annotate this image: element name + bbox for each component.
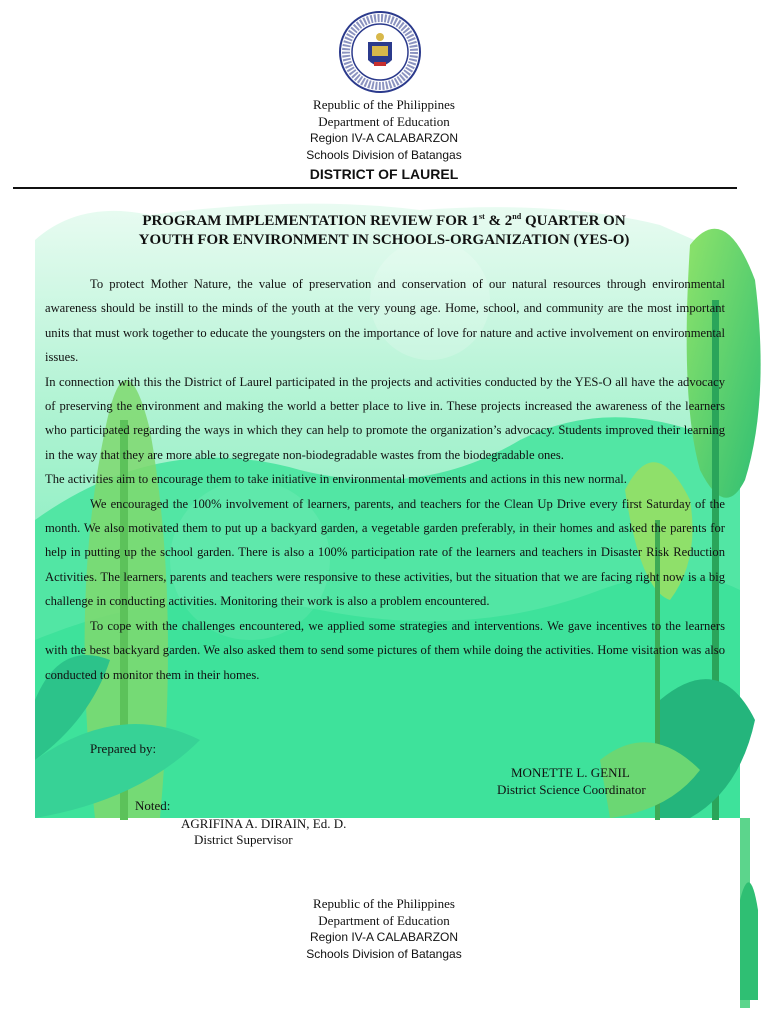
header-republic: Republic of the Philippines: [313, 97, 455, 112]
noter-title: District Supervisor: [194, 832, 293, 847]
paragraph-1: To protect Mother Nature, the value of preservation and conservation of our natural resources through environmental awareness should be instill to the minds of the youth at the very young age. Home, school, and community are the most important units that must work together to educate the youngsters on the importance of love for nature and active involvement on environmental issues.: [45, 277, 725, 365]
footer-region: Region IV-A CALABARZON: [309, 930, 459, 944]
preparer-name: MONETTE L. GENIL: [511, 765, 630, 780]
header-division: Schools Division of Batangas: [306, 148, 462, 162]
footer-division: Schools Division of Batangas: [306, 947, 462, 961]
paragraph-2: In connection with this the District of Laurel participated in the projects and activities conducted by the YES-O all have the advocacy of preserving the environment and making the world a better place to live in. These projects increased the awareness of the learners who participated regarding the ways in which they can help to promote the organization’s advocacy. Students improved their learning in the way that they are more able to segregate non-biodegradable wastes from the biodegradable ones.: [45, 374, 725, 462]
title-text-part: PROGRAM IMPLEMENTATION REVIEW FOR 1: [142, 213, 479, 229]
header-department: Department of Education: [318, 114, 450, 129]
document-title-line2: YOUTH FOR ENVIRONMENT IN SCHOOLS-ORGANIZATION (YES-O): [138, 232, 630, 248]
footer-republic: Republic of the Philippines: [313, 896, 455, 911]
title-text-part: & 2: [484, 213, 513, 229]
document-title-line1: [0, 212, 768, 231]
title-text-part: QUARTER ON: [521, 213, 626, 229]
prepared-by-label: Prepared by:: [90, 741, 157, 756]
title-sup-nd: nd: [512, 212, 522, 221]
header-region: Region IV-A CALABARZON: [309, 131, 459, 145]
paragraph-5: To cope with the challenges encountered, we applied some strategies and interventions. We gave incentives to the learners with the best backyard garden. We also asked them to send some pictures of them while doing the activities. Home visitation was also conducted to monitor them in their homes.: [45, 618, 725, 682]
deped-seal-logo: [338, 10, 422, 94]
paragraph-3: The activities aim to encourage them to take initiative in environmental movements and actions in this new normal.: [45, 472, 627, 487]
title-sup-st: st: [479, 212, 485, 221]
footer-department: Department of Education: [318, 913, 450, 928]
header-divider: [13, 187, 737, 189]
header-district: DISTRICT OF LAUREL: [309, 166, 459, 182]
noter-name: AGRIFINA A. DIRAIN, Ed. D.: [181, 816, 347, 831]
preparer-title: District Science Coordinator: [497, 782, 646, 797]
document-body: [45, 272, 725, 687]
paragraph-4: We encouraged the 100% involvement of learners, parents, and teachers for the Clean Up Drive every first Saturday of the month. We also motivated them to put up a backyard garden, a vegetable garden preferably, in their homes and asked the parents for help in putting up the school garden. There is also a 100% participation rate of the learners and teachers in Disaster Risk Reduction Activities. The learners, parents and teachers were responsive to these activities, but the situation that we are facing right now is a big challenge in conducting activities. Monitoring their work is also a problem encountered.: [45, 496, 725, 609]
noted-label: Noted:: [135, 798, 171, 813]
